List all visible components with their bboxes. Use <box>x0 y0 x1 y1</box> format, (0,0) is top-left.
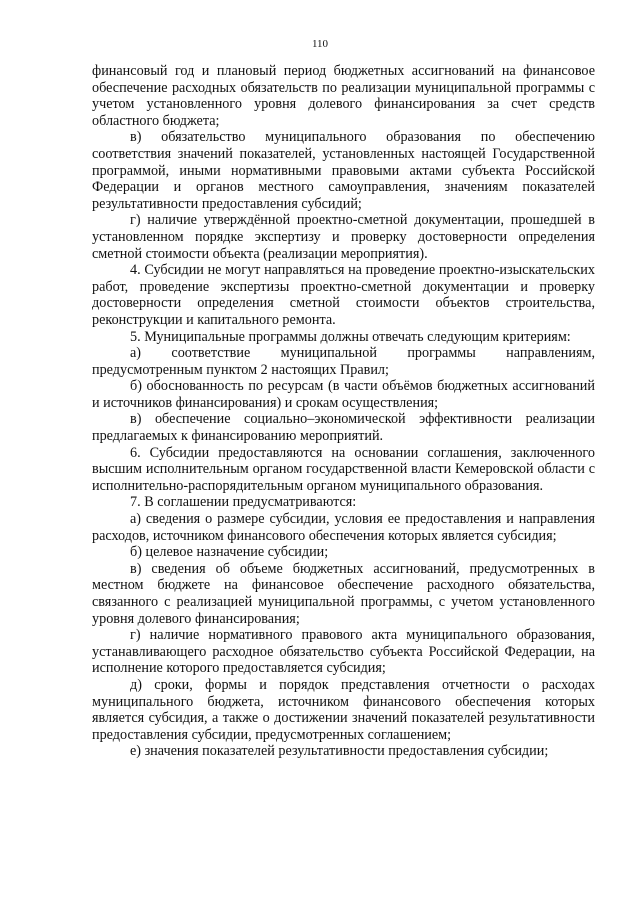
paragraph-clause-7: 7. В соглашении предусматриваются: <box>130 494 357 511</box>
paragraph-item-v-obligation: в) обязательство муниципального образования по обеспечению соответствия значений показателей, установленных настоящей Государственной программой, иными нормативными правовыми актами субъекта Российской Федерации и органов местного самоуправления, значениям показателей результативности предоставления субсидий; <box>92 129 595 212</box>
paragraph-criterion-a: а) соответствие муниципальной программы направлениям, предусмотренным пунктом 2 настоящих Правил; <box>92 345 595 378</box>
paragraph-agreement-b: б) целевое назначение субсидии; <box>130 544 329 561</box>
paragraph-criterion-v: в) обеспечение социально–экономической эффективности реализации предлагаемых к финансированию мероприятий. <box>92 411 595 445</box>
paragraph-clause-4: 4. Субсидии не могут направляться на проведение проектно-изыскательских работ, проведение экспертизы проектно-сметной документации и проверку достоверности определения сметной стоимости объектов строительства, реконструкции и капитального ремонта. <box>92 262 595 328</box>
paragraph-criterion-b: б) обоснованность по ресурсам (в части объёмов бюджетных ассигнований и источников финансирования) и срокам осуществления; <box>92 378 595 411</box>
document-body <box>92 63 595 760</box>
paragraph-agreement-v: в) сведения об объеме бюджетных ассигнований, предусмотренных в местном бюджете на финансовое обеспечение расходного обязательства, связанного с реализацией муниципальной программы, с учетом установленного уровня долевого финансирования; <box>92 560 595 627</box>
paragraph-agreement-a: а) сведения о размере субсидии, условия ее предоставления и направления расходов, источником финансового обеспечения которых является субсидия; <box>92 511 595 544</box>
paragraph-continuation: финансовый год и плановый период бюджетных ассигнований на финансовое обеспечение расходных обязательств по реализации муниципальной программы с учетом установленного уровня долевого финансирования за счет средств областного бюджета; <box>92 63 595 129</box>
paragraph-agreement-d: д) сроки, формы и порядок представления отчетности о расходах муниципального бюджета, источником финансового обеспечения которых является субсидия, а также о достижении значений показателей результативности предоставления субсидии, предусмотренных соглашением; <box>92 676 595 743</box>
page-number: 110 <box>311 38 329 50</box>
paragraph-item-g-design-docs: г) наличие утверждённой проектно-сметной документации, прошедшей в установленном порядке экспертизу и проверку достоверности определения сметной стоимости объекта (реализации мероприятия). <box>92 212 595 262</box>
paragraph-clause-5: 5. Муниципальные программы должны отвечать следующим критериям: <box>130 328 571 345</box>
paragraph-agreement-e: е) значения показателей результативности предоставления субсидии; <box>130 743 549 760</box>
paragraph-clause-6: 6. Субсидии предоставляются на основании соглашения, заключенного высшим исполнительным органом государственной власти Кемеровской области с исполнительно-распорядительным органом муниципального образования. <box>92 444 595 494</box>
paragraph-agreement-g: г) наличие нормативного правового акта муниципального образования, устанавливающего расходное обязательство субъекта Российской Федерации, на исполнение которого предоставляется субсидия; <box>92 627 595 677</box>
